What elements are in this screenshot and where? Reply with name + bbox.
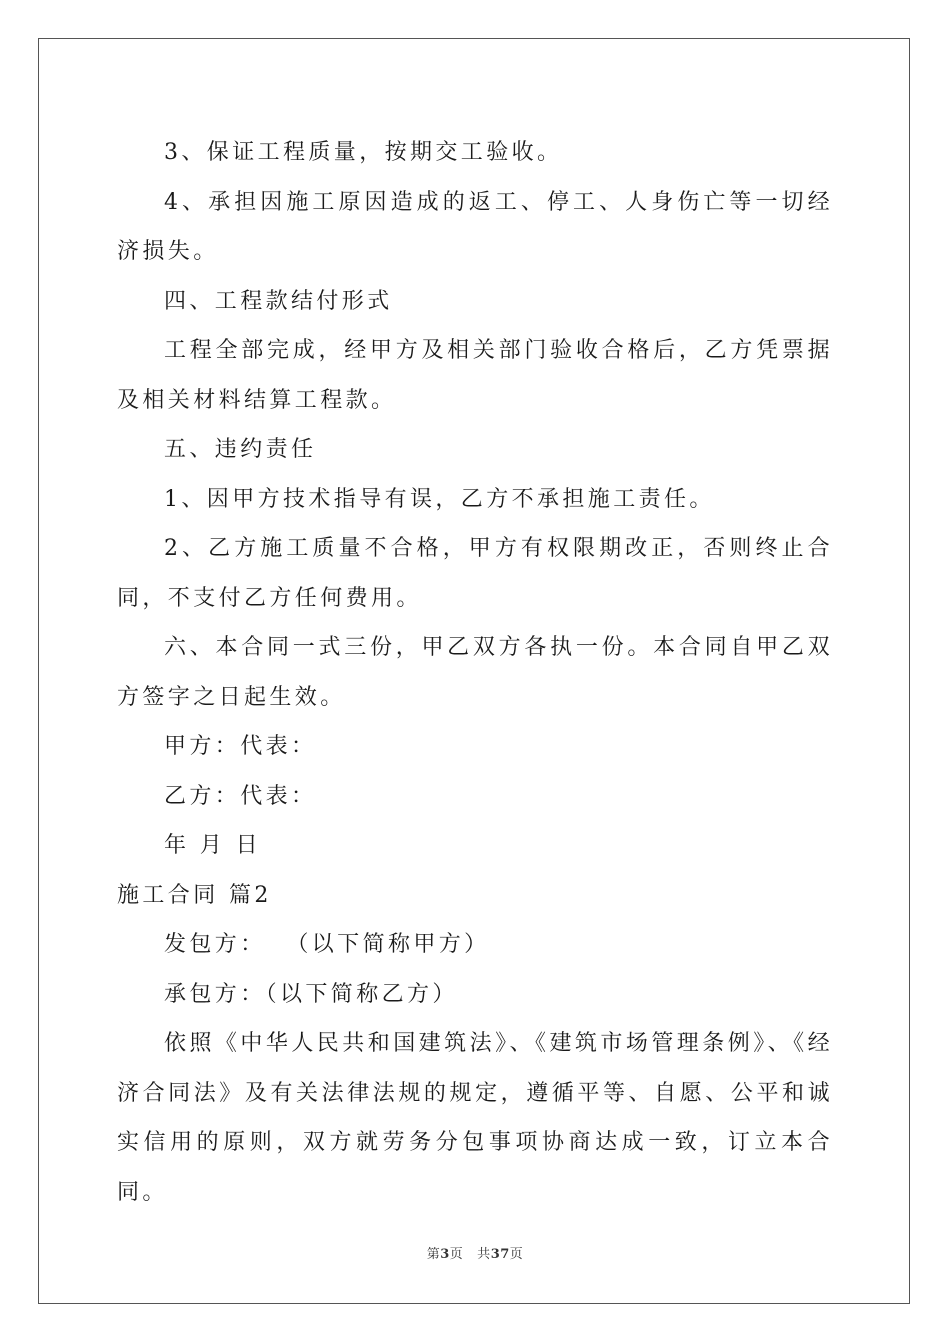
paragraph-clause-4: 4、承担因施工原因造成的返工、停工、人身伤亡等一切经济损失。: [117, 189, 833, 264]
paragraph-payment: 工程全部完成，经甲方及相关部门验收合格后，乙方凭票据及相关材料结算工程款。: [117, 338, 833, 413]
signature-party-b: 乙方：代表：: [164, 783, 317, 809]
section-heading-liability: 五、违约责任: [164, 437, 317, 462]
footer-page-word: 页: [449, 1247, 464, 1262]
footer-current-page: 3: [440, 1247, 450, 1262]
paragraph-employer: 发包方： （以下简称甲方）: [164, 932, 490, 957]
paragraph-copies: 六、本合同一式三份，甲乙双方各执一份。本合同自甲乙双方签字之日起生效。: [117, 635, 833, 710]
signature-party-a: 甲方：代表：: [164, 734, 317, 759]
footer-prefix: 第: [426, 1247, 441, 1262]
paragraph-liability-1: 1、因甲方技术指导有误，乙方不承担施工责任。: [164, 486, 715, 512]
section-heading-payment: 四、工程款结付形式: [164, 288, 393, 314]
paragraph-clause-3: 3、保证工程质量，按期交工验收。: [164, 140, 563, 165]
page-footer: [0, 1246, 950, 1264]
paragraph-legal-basis: 依照《中华人民共和国建筑法》、《建筑市场管理条例》、《经济合同法》及有关法律法规的规定，遵循平等、自愿、公平和诚实信用的原则，双方就劳务分包事项协商达成一致，订立本合同。: [117, 1031, 833, 1205]
footer-total-prefix: 共: [477, 1247, 491, 1262]
footer-total-pages: 37: [490, 1247, 510, 1262]
document-body: [117, 128, 833, 1217]
footer-total-suffix: 页: [509, 1247, 524, 1262]
contract-title-2: 施工合同 篇2: [117, 882, 272, 908]
signature-date: 年 月 日: [164, 833, 261, 858]
paragraph-liability-2: 2、乙方施工质量不合格，甲方有权限期改正，否则终止合同，不支付乙方任何费用。: [117, 536, 833, 611]
paragraph-contractor: 承包方：（以下简称乙方）: [164, 981, 458, 1007]
